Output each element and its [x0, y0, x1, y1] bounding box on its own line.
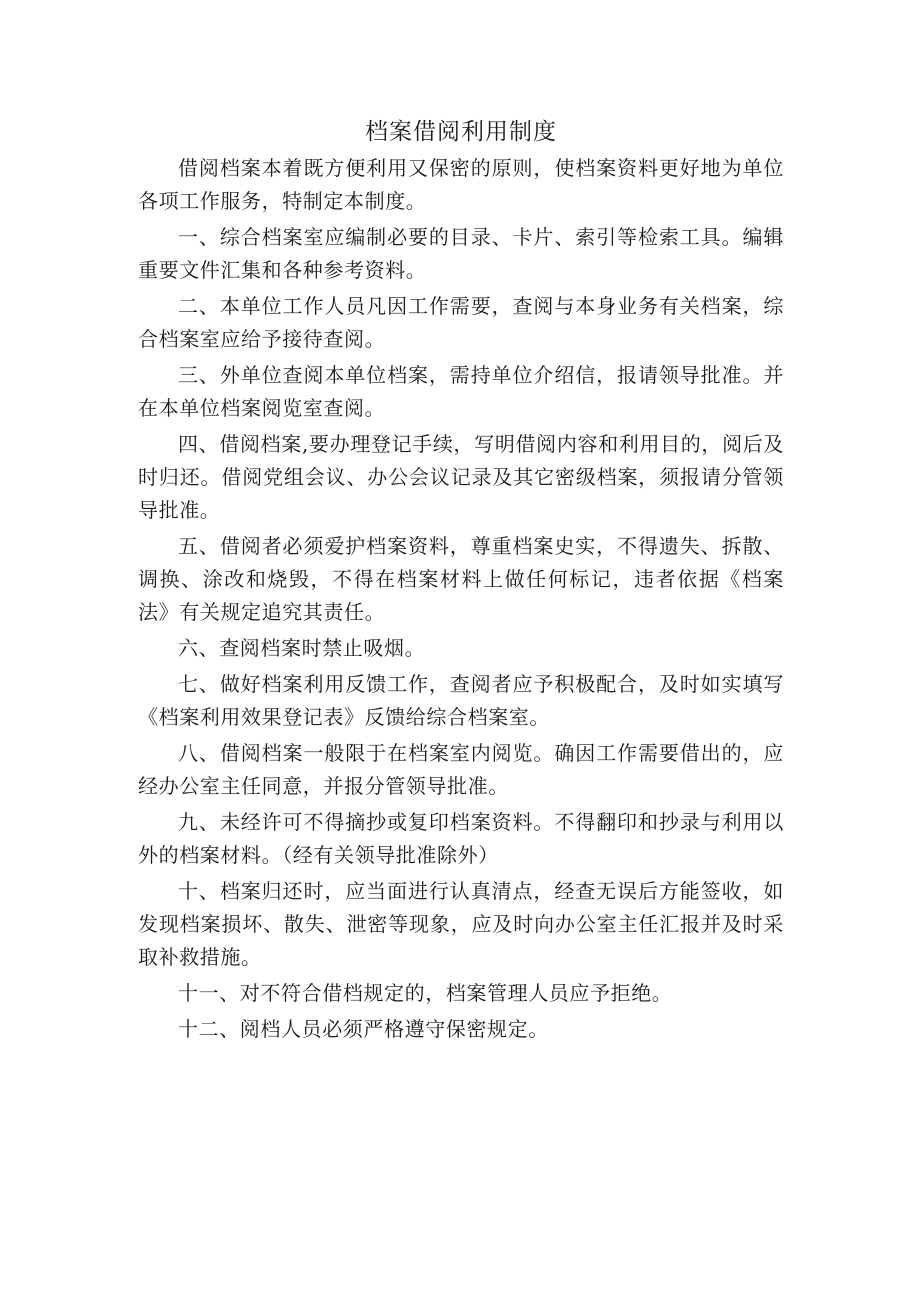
paragraph-intro: 借阅档案本着既方便利用又保密的原则，使档案资料更好地为单位各项工作服务，特制定本制度。	[138, 156, 784, 213]
paragraph-rule-1: 一、综合档案室应编制必要的目录、卡片、索引等检索工具。编辑重要文件汇集和各种参考资料。	[138, 225, 784, 282]
paragraph-rule-8: 八、借阅档案一般限于在档案室内阅览。确因工作需要借出的，应经办公室主任同意，并报分管领导批准。	[138, 741, 784, 798]
paragraph-rule-12: 十二、阅档人员必须严格遵守保密规定。	[178, 1017, 549, 1041]
paragraph-rule-3: 三、外单位查阅本单位档案，需持单位介绍信，报请领导批准。并在本单位档案阅览室查阅。	[138, 363, 784, 420]
paragraph-rule-5: 五、借阅者必须爱护档案资料，尊重档案史实，不得遗失、拆散、调换、涂改和烧毁，不得在档案材料上做任何标记，违者依据《档案法》有关规定追究其责任。	[138, 534, 784, 624]
document-page	[138, 112, 784, 1049]
document-title: 档案借阅利用制度	[365, 119, 557, 145]
paragraph-rule-7: 七、做好档案利用反馈工作，查阅者应予积极配合，及时如实填写《档案利用效果登记表》反馈给综合档案室。	[138, 672, 784, 729]
paragraph-rule-2: 二、本单位工作人员凡因工作需要，查阅与本身业务有关档案，综合档案室应给予接待查阅。	[138, 294, 784, 351]
paragraph-rule-11: 十一、对不符合借档规定的，档案管理人员应予拒绝。	[178, 981, 673, 1005]
paragraph-rule-6: 六、查阅档案时禁止吸烟。	[178, 636, 426, 660]
paragraph-rule-10: 十、档案归还时，应当面进行认真清点，经查无误后方能签收，如发现档案损坏、散失、泄密等现象，应及时向办公室主任汇报并及时采取补救措施。	[138, 879, 784, 969]
paragraph-rule-4: 四、借阅档案,要办理登记手续，写明借阅内容和利用目的，阅后及时归还。借阅党组会议、办公会议记录及其它密级档案，须报请分管领导批准。	[138, 432, 784, 522]
paragraph-rule-9: 九、未经许可不得摘抄或复印档案资料。不得翻印和抄录与利用以外的档案材料。（经有关领导批准除外）	[138, 810, 784, 867]
